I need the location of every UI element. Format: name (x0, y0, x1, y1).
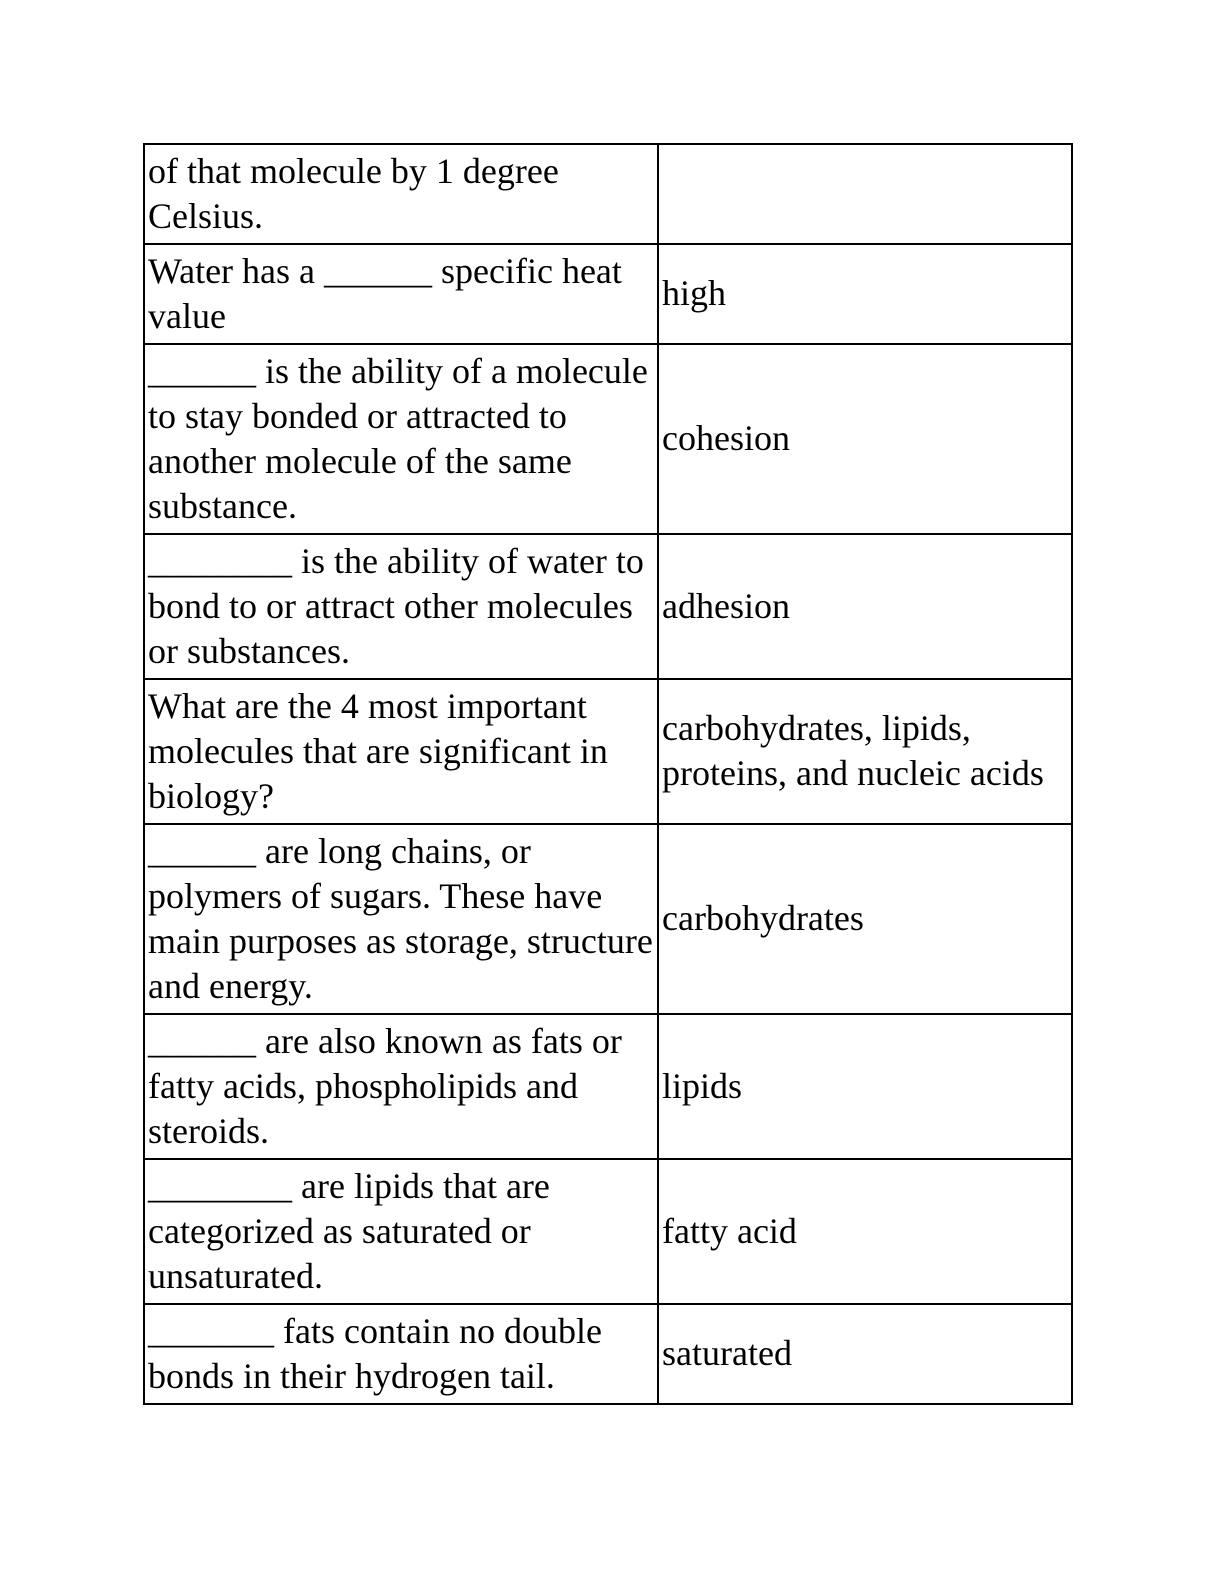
question-cell: ______ are also known as fats or fatty acids, phospholipids and steroids. (144, 1014, 658, 1159)
question-cell: ________ are lipids that are categorized as saturated or unsaturated. (144, 1159, 658, 1304)
question-cell: of that molecule by 1 degree Celsius. (144, 144, 658, 244)
table-row (144, 679, 1072, 824)
answer-cell (658, 144, 1072, 244)
table-row (144, 344, 1072, 534)
table-row (144, 1304, 1072, 1404)
answer-cell: carbohydrates (658, 824, 1072, 1014)
question-cell: _______ fats contain no double bonds in their hydrogen tail. (144, 1304, 658, 1404)
question-cell: ______ is the ability of a molecule to stay bonded or attracted to another molecule of the same substance. (144, 344, 658, 534)
answer-cell: high (658, 244, 1072, 344)
answer-cell: carbohydrates, lipids, proteins, and nucleic acids (658, 679, 1072, 824)
table-row (144, 144, 1072, 244)
table-row (144, 244, 1072, 344)
flashcard-table (143, 143, 1073, 1405)
question-cell: Water has a ______ specific heat value (144, 244, 658, 344)
table-row (144, 1159, 1072, 1304)
table-row (144, 1014, 1072, 1159)
table-row (144, 824, 1072, 1014)
question-cell: ______ are long chains, or polymers of sugars. These have main purposes as storage, structure and energy. (144, 824, 658, 1014)
question-cell: What are the 4 most important molecules that are significant in biology? (144, 679, 658, 824)
table-row (144, 534, 1072, 679)
question-cell: ________ is the ability of water to bond to or attract other molecules or substances. (144, 534, 658, 679)
answer-cell: cohesion (658, 344, 1072, 534)
answer-cell: lipids (658, 1014, 1072, 1159)
answer-cell: saturated (658, 1304, 1072, 1404)
answer-cell: fatty acid (658, 1159, 1072, 1304)
answer-cell: adhesion (658, 534, 1072, 679)
